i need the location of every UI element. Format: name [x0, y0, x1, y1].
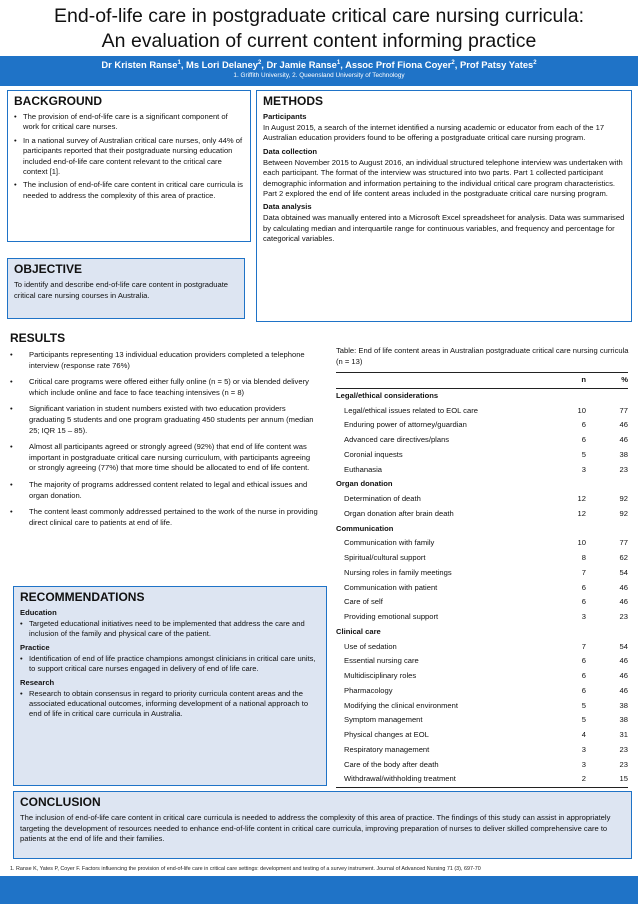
- table-cell-label: Spiritual/cultural support: [344, 553, 426, 562]
- table-cell-label: Essential nursing care: [344, 656, 419, 666]
- recommendations-subheading: Education: [20, 608, 57, 617]
- methods-subheading: Data collection: [263, 146, 318, 156]
- title-line-1: End-of-life care in postgraduate critical care nursing curricula:: [54, 5, 584, 27]
- table-cell-label: Communication with family: [344, 538, 435, 548]
- table-cell-pct: 54: [619, 641, 628, 651]
- background-list: [14, 112, 244, 201]
- table-cell-n: 5: [581, 700, 586, 710]
- table-cell-label: Communication with patient: [344, 582, 438, 592]
- table-row: [336, 404, 628, 419]
- table-cell-label: Euthanasia: [344, 464, 382, 474]
- table-cell-n: 10: [577, 538, 586, 548]
- table-cell-label: Legal/ethical issues related to EOL care: [344, 405, 478, 415]
- author: Dr Jamie Ranse$^1$: [266, 59, 341, 70]
- author: Assoc Prof Fiona Coyer$^2$: [345, 59, 455, 70]
- table-cell-pct: 46: [619, 420, 628, 430]
- list-item: • Research to obtain consensus in regard to priority curricula content areas and the associated educational outcomes, informing development of a national approach to end of life in critical care curricula in Australia.: [20, 688, 309, 719]
- list-item: • The inclusion of end-of-life care content in critical care curricula is needed to address the complexity of this area of practice.: [14, 180, 243, 200]
- list-item: • The provision of end-of-life care is a significant component of work for critical care nurses.: [14, 112, 228, 132]
- table-cell-label: Coronial inquests: [344, 449, 403, 459]
- conclusion-section: [13, 791, 632, 859]
- table-cell-pct: 46: [619, 582, 628, 592]
- title-line-2: An evaluation of current content informing practice: [101, 30, 537, 52]
- table-cell-n: 6: [581, 656, 586, 666]
- table-row: [336, 640, 628, 655]
- list-item: • Identification of end of life practice champions amongst clinicians in critical care units, to support critical care nurses engaged in delivery of end of life care.: [20, 653, 316, 674]
- table-cell-pct: 92: [619, 494, 628, 503]
- conclusion-heading: CONCLUSION: [20, 795, 101, 809]
- table-cell-label: Determination of death: [344, 494, 421, 503]
- table-row: [336, 758, 628, 773]
- methods-paragraph: In August 2015, a search of the internet identified a nursing academic or educator from each of the 17 Australian education providers found to be offering a postgraduate critical care nursing program.: [263, 123, 605, 143]
- table-cell-pct: 54: [619, 567, 628, 577]
- table-cell-label: Physical changes at EOL: [344, 730, 429, 739]
- table-cell-n: 2: [542, 772, 586, 787]
- table-cell-n: 6: [581, 685, 586, 695]
- table-cell-label: Withdrawal/withholding treatment: [336, 772, 542, 787]
- table-cell-n: 6: [581, 597, 586, 607]
- table-cell-pct: 46: [619, 685, 628, 695]
- table-row: [336, 684, 628, 699]
- background-section: [7, 90, 251, 242]
- table-cell-pct: 62: [619, 553, 628, 562]
- table-row: [336, 743, 628, 758]
- list-item: • The content least commonly addressed pertained to the work of the nurse in providing direct clinical care to patients at end of life.: [10, 507, 318, 527]
- methods-heading: METHODS: [263, 94, 323, 108]
- objective-heading: OBJECTIVE: [14, 262, 83, 276]
- table-cell-n: 6: [581, 420, 586, 430]
- table-cell-pct: 38: [619, 715, 628, 725]
- table-row: [336, 728, 628, 743]
- table-cell-n: 3: [581, 464, 586, 474]
- table-cell-n: 3: [581, 612, 586, 621]
- list-item: • Participants representing 13 individual education providers completed a telephone interview (response rate 76%): [10, 350, 305, 370]
- results-list: [10, 350, 318, 534]
- table-row: [336, 536, 628, 551]
- table-header-n: n: [542, 373, 586, 389]
- table-cell-n: 3: [581, 759, 586, 769]
- table-cell-n: 5: [581, 715, 586, 725]
- table-cell-label: Providing emotional support: [344, 612, 439, 621]
- table-category-label: Clinical care: [336, 626, 381, 636]
- table-row: [336, 595, 628, 610]
- table-cell-pct: 31: [619, 730, 628, 739]
- eol-content-table: [336, 372, 628, 788]
- author: Prof Patsy Yates$^2$: [459, 59, 537, 70]
- table-cell-pct: 23: [619, 744, 628, 754]
- recommendations-heading: RECOMMENDATIONS: [20, 590, 145, 604]
- list-item: • Significant variation in student numbers existed with two education providers graduating 5 students and one program graduating 450 students per annum (median 25; IQR 15 – 85).: [10, 404, 314, 435]
- table-cell-pct: 46: [619, 656, 628, 666]
- table-cell-label: Respiratory management: [344, 744, 430, 754]
- list-item: • Targeted educational initiatives need to be implemented that address the care and inclusion of the family and physical care of the patient.: [20, 619, 305, 639]
- table-cell-n: 7: [581, 641, 586, 651]
- methods-subheading: Data analysis: [263, 202, 312, 212]
- table-category-label: Legal/ethical considerations: [336, 390, 439, 400]
- table-header-cell: [336, 373, 542, 389]
- table-cell-label: Care of the body after death: [344, 759, 439, 769]
- author: Ms Lori Delaney$^2$: [186, 59, 262, 70]
- table-category-row: [336, 522, 628, 537]
- list-item: • Almost all participants agreed or strongly agreed (92%) that end of life content was important in postgraduate critical care nursing curriculum, with participants agreeing or strongly agreeing (77%) that more time should be allocated to end of life content.: [10, 442, 311, 473]
- table-cell-n: 7: [581, 567, 586, 577]
- recommendations-list: [20, 689, 320, 720]
- table-caption: Table: End of life content areas in Australian postgraduate critical care nursing curricula (n = 13): [336, 346, 629, 366]
- recommendations-list: [20, 619, 320, 640]
- table-row: [336, 654, 628, 669]
- table-row: [336, 772, 628, 787]
- methods-paragraph: Data obtained was manually entered into a Microsoft Excel spreadsheet for analysis. Data was summarised by calculating median and interquartile range for continuous variables, and frequency and percentage for categorical variables.: [263, 213, 625, 244]
- objective-text: To identify and describe end-of-life care content in postgraduate critical care nursing courses in Australia.: [14, 280, 229, 300]
- list-item: • Critical care programs were offered either fully online (n = 5) or via blended delivery which include online and face to face teaching intensives (n = 8): [10, 377, 309, 397]
- table-row: [336, 507, 628, 522]
- bottom-bar: [0, 876, 638, 904]
- methods-paragraph: Between November 2015 to August 2016, an individual structured telephone interview was undertaken with each participant. The format of the interview was structured into two parts. Part 1 collected participant demographic information and information pertaining to the individual critical care program characteristics. Part 2 explored the end of life content areas included in the postgraduate critical care nursing program.: [263, 157, 623, 199]
- table-cell-n: 6: [581, 582, 586, 592]
- recommendations-subheading: Practice: [20, 642, 50, 652]
- table-row: [336, 713, 628, 728]
- table-row: [336, 492, 628, 507]
- table-row: [336, 669, 628, 684]
- table-cell-pct: 38: [619, 449, 628, 459]
- table-cell-pct: 38: [619, 700, 628, 710]
- table-cell-label: Advanced care directives/plans: [344, 435, 450, 444]
- conclusion-text: The inclusion of end-of-life care content in critical care curricula is needed to address the complexity of this area of practice. The findings of this study can assist in appropriately targeting the development of resources needed to enhance end-of-life content in critical care curricula, improving preparation of nurses to deliver skilled comprehensive care to patients at the end of life and their families.: [20, 813, 611, 844]
- methods-section: [256, 90, 632, 322]
- objective-section: [7, 258, 245, 319]
- recommendations-section: [13, 586, 327, 786]
- table-cell-label: Multidisciplinary roles: [344, 671, 417, 680]
- table-cell-pct: 46: [619, 671, 628, 680]
- table-row: [336, 418, 628, 433]
- author-bar: [0, 56, 638, 86]
- table-cell-n: 10: [577, 405, 586, 415]
- table-row: [336, 433, 628, 448]
- table-cell-label: Pharmacology: [344, 685, 393, 695]
- table-cell-label: Organ donation after brain death: [344, 508, 454, 518]
- table-cell-pct: 23: [619, 759, 628, 769]
- table-cell-label: Care of self: [344, 597, 383, 607]
- table-cell-n: 6: [581, 671, 586, 680]
- table-category-label: Organ donation: [336, 479, 393, 489]
- table-cell-label: Enduring power of attorney/guardian: [344, 420, 467, 430]
- table-category-row: [336, 625, 628, 640]
- list-item: • In a national survey of Australian critical care nurses, only 44% of participants reported that their postgraduate nursing education included end-of-life care content relevant to the critical care context [1].: [14, 135, 243, 177]
- table-cell-pct: 23: [619, 464, 628, 474]
- table-cell-n: 3: [581, 744, 586, 754]
- table-row: [336, 566, 628, 581]
- table-cell-n: 4: [581, 730, 586, 739]
- table-row: [336, 463, 628, 478]
- table-cell-pct: 77: [619, 405, 628, 415]
- table-cell-n: 8: [581, 553, 586, 562]
- table-row: [336, 448, 628, 463]
- table-cell-pct: 92: [619, 508, 628, 518]
- reference-footnote: 1. Ranse K, Yates P, Coyer F. Factors influencing the provision of end-of-life care in critical care settings: development and testing of a survey instrument. Journal of Advanced Nursing 71 (3), 697-70: [10, 866, 481, 872]
- poster-title: [0, 4, 638, 54]
- table-cell-label: Symptom management: [344, 715, 423, 725]
- table-cell-pct: 46: [619, 435, 628, 444]
- list-item: • The majority of programs addressed content related to legal and ethical issues and organ donation.: [10, 479, 308, 500]
- table-category-row: [336, 388, 628, 403]
- results-heading: RESULTS: [10, 331, 66, 345]
- table-row: [336, 581, 628, 596]
- table-cell-n: 12: [577, 508, 586, 518]
- affiliations: 1. Griffith University, 2. Queensland University of Technology: [233, 72, 405, 79]
- table-category-label: Communication: [336, 523, 394, 533]
- recommendations-list: [20, 654, 320, 675]
- author-list: Dr Kristen Ranse$^1$, Ms Lori Delaney$^2$, Dr Jamie Ranse$^1$, Assoc Prof Fiona Coyer$^2$, Prof Patsy Yates$^2$: [101, 59, 537, 70]
- table-header-row: [336, 373, 628, 389]
- table-cell-label: Nursing roles in family meetings: [344, 567, 452, 577]
- background-heading: BACKGROUND: [14, 94, 102, 108]
- table-cell-label: Use of sedation: [344, 641, 397, 651]
- table-row: [336, 551, 628, 566]
- recommendations-subheading: Research: [20, 677, 55, 687]
- table-cell-pct: 23: [619, 612, 628, 621]
- table-header-pct: %: [586, 373, 628, 389]
- table-row: [336, 699, 628, 714]
- table-cell-pct: 15: [586, 772, 628, 787]
- table-cell-pct: 77: [619, 538, 628, 548]
- table-cell-n: 5: [581, 449, 586, 459]
- table-cell-pct: 46: [619, 597, 628, 607]
- table-cell-label: Modifying the clinical environment: [344, 700, 458, 710]
- table-cell-n: 6: [581, 435, 586, 444]
- table-row: [336, 610, 628, 625]
- methods-subheading: Participants: [263, 112, 307, 121]
- table-cell-n: 12: [577, 494, 586, 503]
- author: Dr Kristen Ranse$^1$: [101, 59, 181, 70]
- table-category-row: [336, 477, 628, 492]
